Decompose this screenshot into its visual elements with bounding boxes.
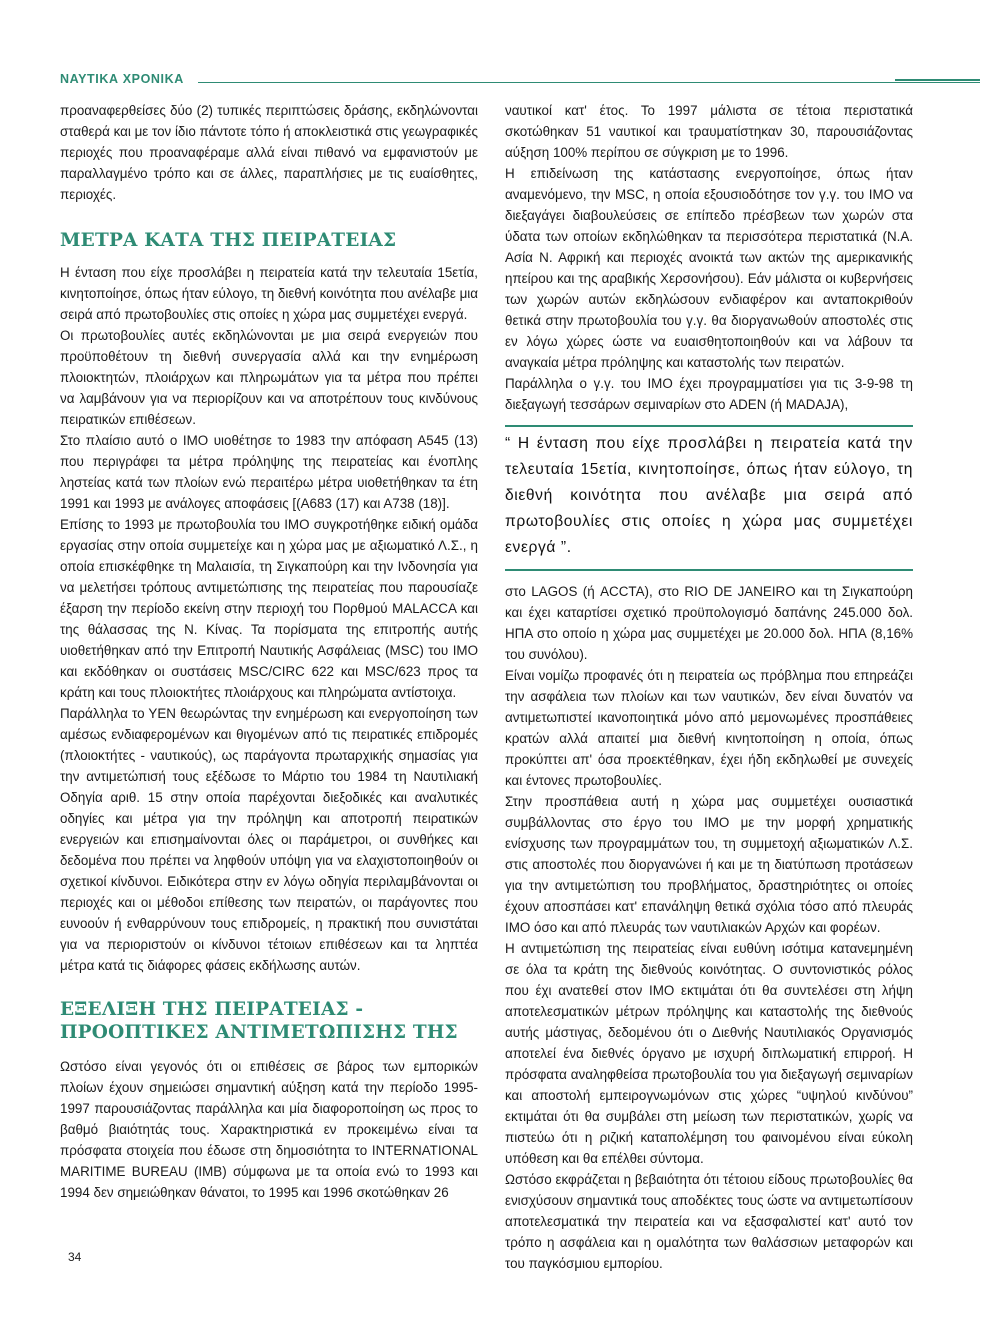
- pull-quote: [505, 425, 913, 571]
- paragraph: Είναι νομίζω προφανές ότι η πειρατεία ως πρόβλημα που επηρεάζει την ασφάλεια των πλοίων και των ναυτικών, δεν είναι δυνατόν να αντιμετωπιστεί ικανοποιητικά μόνο από μεμονωμένες προσπάθειες κρατών αλλά απαιτεί μια διεθνή κινητοποίηση η οποία, όπως προκύπτει απ' όσα προεκτέθηκαν, έχει ήδη εκδηλωθεί με συνεχείς και έντονες πρωτοβουλίες.: [505, 668, 913, 788]
- paragraph: Ωστόσο είναι γεγονός ότι οι επιθέσεις σε βάρος των εμπορικών πλοίων έχουν σημειώσει σημαντική αύξηση κατά την περίοδο 1995-1997 παρουσιάζοντας παράλληλα και μία διαφοροποίηση ως προς το βαθμό βιαιότητάς τους. Χαρακτηριστικά εν προκειμένω είναι τα πρόσφατα στοιχεία που έδωσε στη δημοσιότητα το INTERNATIONAL MARITIME BUREAU (IMB) σύμφωνα με τα οποία ενώ το 1993 και 1994 δεν σημειώθηκαν θάνατοι, το 1995 και 1996 σκοτώθηκαν 26: [60, 1059, 478, 1200]
- paragraph-intro: προαναφερθείσες δύο (2) τυπικές περιπτώσεις δράσης, εκδηλώνονται σταθερά και με τον ίδιο πάντοτε τόπο ή αποκλειστικά στις γεωγραφικές περιοχές που προαναφέραμε αλλά είναι πιθανό να εμφανιστούν με παραλλαγμένο τρόπο και σε άλλες, παραπλήσιες με τις ευαίσθητες, περιοχές.: [60, 103, 479, 202]
- magazine-title: ΝΑΥΤΙΚΑ ΧΡΟΝΙΚΑ: [60, 72, 184, 86]
- paragraph: Η επιδείνωση της κατάστασης ενεργοποίησε, όπως ήταν αναμενόμενο, την MSC, η οποία εξουσιοδότησε τον γ.γ. του ΙΜΟ να διεξαγάγει διαβουλεύσεις σε επίπεδο πρέσβεων των χωρών στα ύδατα των οποίων εκδηλώθηκαν τα περισσότερα περιστατικά (Ν.Α. Ασία Ν. Αφρική και περιοχές ανοικτά των ακτών της αμερικανικής ηπείρου και της αραβικής Χερσονήσου). Εάν μάλιστα οι κυβερνήσεις των χωρών αυτών εκδηλώσουν ενδιαφέρον και ανταποκριθούν θετικά στην πρωτοβουλία του γ.γ. θα διοργανωθούν αποστολές στις εν λόγω χώρες ώστε να ευαισθητοποιηθούν και να λάβουν τα αναγκαία μέτρα πρόληψης και καταστολής των πειρατών.: [505, 166, 913, 370]
- paragraph: Οι πρωτοβουλίες αυτές εκδηλώνονται με μια σειρά ενεργειών που προϋποθέτουν τη διεθνή συνεργασία αλλά και την ενημέρωση πλοιοκτητών, πλοιάρχων και πληρωμάτων για τα μέτρα που πρέπει να λαμβάνουν για να περιορίζουν και να αποτρέπουν τους κινδύνους πειρατικών επιθέσεων.: [60, 328, 478, 427]
- paragraph: στο LAGOS (ή ACCTA), στο RIO DE JANEIRO και τη Σιγκαπούρη και έχει καταρτίσει σχετικό προϋπολογισμό δαπάνης 245.000 δολ. ΗΠΑ στο οποίο η χώρα μας συμμετέχει με 20.000 δολ. ΗΠΑ (8,16% του συνόλου).: [505, 584, 913, 662]
- right-column: [505, 100, 913, 1274]
- paragraph: Στην προσπάθεια αυτή η χώρα μας συμμετέχει ουσιαστικά συμβάλλοντας στο έργο του ΙΜΟ με την μορφή χρηματικής ενίσχυσης των προγραμμάτων του, τη συμμετοχή αξιωματικών Λ.Σ. στις αποστολές που διοργανώνει ή και με τη διατύπωση προτάσεων για την αντιμετώπιση του προβλήματος, δραστηριότητες οι οποίες έχουν αποσπάσει κατ' επανάληψη θετικά σχόλια τόσο από πλευράς ΙΜΟ όσο και από πλευράς των ναυτιλιακών Αρχών και φορέων.: [505, 794, 913, 935]
- paragraph: Η ένταση που είχε προσλάβει η πειρατεία κατά την τελευταία 15ετία, κινητοποίησε, όπως ήταν εύλογο, τη διεθνή κοινότητα που ανέλαβε μια σειρά από πρωτοβουλίες στις οποίες η χώρα μας συμμετέχει ενεργά.: [60, 265, 478, 322]
- section-heading-line: ΕΞΕΛΙΞΗ ΤΗΣ ΠΕΙΡΑΤΕΙΑΣ -: [60, 999, 364, 1020]
- paragraph: Ωστόσο εκφράζεται η βεβαιότητα ότι τέτοιου είδους πρωτοβουλίες θα ενισχύσουν σημαντικά τους αποδέκτες τους ώστε να αντιμετωπίσουν αποτελεσματικά την πειρατεία και να εξασφαλιστεί κατ' αυτό τον τρόπο η ασφάλεια και η ομαλότητα των θαλάσσιων μεταφορών και του παγκόσμιου εμπορίου.: [505, 1172, 913, 1271]
- paragraph: Παράλληλα ο γ.γ. του ΙΜΟ έχει προγραμματίσει για τις 3-9-98 τη διεξαγωγή τεσσάρων σεμιναρίων στο ADEN (ή MADAJA),: [505, 376, 913, 412]
- page-number: 34: [68, 1250, 82, 1264]
- left-column: [60, 100, 478, 1203]
- header-rule: [198, 82, 980, 83]
- paragraph: Η αντιμετώπιση της πειρατείας είναι ευθύνη ισότιμα κατανεμημένη σε όλα τα κράτη της διεθνούς κοινότητας. Ο συντονιστικός ρόλος που έχι ανατεθεί στον ΙΜΟ εκτιμάται ότι θα συντελέσει στη λήψη αποτελεσματικών μέτρων πρόληψης και καταστολής της διεθνούς αυτής μάστιγας, δεδομένου ότι ο Διεθνής Ναυτιλιακός Οργανισμός αποτελεί ένα διεθνές όργανο με ισχυρή διπλωματική επιρροή. Η πρόσφατα αναληφθείσα πρωτοβουλία του για διεξαγωγή σεμιναρίων και αποστολή εμπειρογνωμόνων στις χώρες “υψηλού κινδύνου” εκτιμάται ότι θα συμβάλει στη μείωση των περιστατικών, χωρίς να πιστεύω ότι η ριζική καταπολέμηση του φαινομένου είναι εύκολη υπόθεση και θα επέλθει σύντομα.: [505, 941, 913, 1166]
- paragraph: Επίσης το 1993 με πρωτοβουλία του ΙΜΟ συγκροτήθηκε ειδική ομάδα εργασίας στην οποία συμμετείχε και η χώρα μας με αξιωματικό Λ.Σ., η οποία επισκέφθηκε τη Μαλαισία, τη Σιγκαπούρη και την Ινδονησία για να μελετήσει τρόπους αντιμετώπισης της πειρατείας που παρουσίαζε έξαρση την περίοδο εκείνη στην περιοχή του Πορθμού MALACCA και της θάλασσας της Ν. Κίνας. Τα πορίσματα της επιτροπής αυτής υιοθετήθηκαν από την Επιτροπή Ναυτικής Ασφάλειας (MSC) του ΙΜΟ και εκδόθηκαν οι συστάσεις MSC/CIRC 622 και MSC/623 προς τα κράτη και τους πλοιοκτήτες πλοιάρχους και πληρώματα αντίστοιχα.: [60, 517, 478, 700]
- header-rule-accent: [895, 79, 980, 81]
- section-heading-evolution: [60, 998, 478, 1044]
- paragraph: Στο πλαίσιο αυτό ο ΙΜΟ υιοθέτησε το 1983 την απόφαση Α545 (13) που περιγράφει τα μέτρα πρόληψης της πειρατείας και ένοπλης ληστείας κατά των πλοίων ενώ περαιτέρω μέτρα υιοθετήθηκαν τα έτη 1991 και 1993 με ανάλογες αποφάσεις [(Α683 (17) και Α738 (18)].: [60, 433, 478, 511]
- pull-quote-text: “ Η ένταση που είχε προσλάβει η πειρατεία κατά την τελευταία 15ετία, κινητοποίησε, όπως ήταν εύλογο, τη διεθνή κοινότητα που ανέλαβε μια σειρά από πρωτοβουλίες στις οποίες η χώρα μας συμμετέχει ενεργά ”.: [505, 435, 913, 556]
- section-heading-line: ΠΡΟΟΠΤΙΚΕΣ ΑΝΤΙΜΕΤΩΠΙΣΗΣ ΤΗΣ: [60, 1022, 458, 1043]
- paragraph: Παράλληλα το ΥΕΝ θεωρώντας την ενημέρωση και ενεργοποίηση των αμέσως ενδιαφερομένων και θιγομένων από τις πειρατικές επιδρομές (πλοιοκτήτες - ναυτικούς), ως παράγοντα πρωταρχικής σημασίας για την αντιμετώπισή τους εξέδωσε το Μάρτιο του 1984 τη Ναυτιλιακή Οδηγία αριθ. 15 στην οποία παρέχονται διεξοδικές και αναλυτικές οδηγίες και μέτρα για την πρόληψη και αποτροπή πειρατικών ενεργειών και επισημαίνονται όλες οι παράμετροι, οι συνθήκες και δεδομένα που πρέπει να ληφθούν υπόψη για να ελαχιστοποιηθούν οι σχετικοί κίνδυνοι. Ειδικότερα στην εν λόγω οδηγία περιλαμβάνονται οι περιοχές και οι μέθοδοι επίθεσης των πειρατών, οι παράγοντες που ευνοούν ή ενθαρρύνουν τους επιδρομείς, η πρακτική που συνιστάται για να περιοριστούν οι κίνδυνοι τέτοιων επιθέσεων και τα ληπτέα μέτρα κατά τις διάφορες φάσεις εκδήλωσης αυτών.: [60, 706, 478, 973]
- paragraph: ναυτικοί κατ' έτος. Το 1997 μάλιστα σε τέτοια περιστατικά σκοτώθηκαν 51 ναυτικοί και τραυματίστηκαν 30, παρουσιάζοντας αύξηση 100% περίπου σε σύγκριση με το 1996.: [505, 103, 913, 160]
- section-heading-measures: ΜΕΤΡΑ ΚΑΤΑ ΤΗΣ ΠΕΙΡΑΤΕΙΑΣ: [60, 230, 397, 251]
- running-header: [60, 72, 980, 92]
